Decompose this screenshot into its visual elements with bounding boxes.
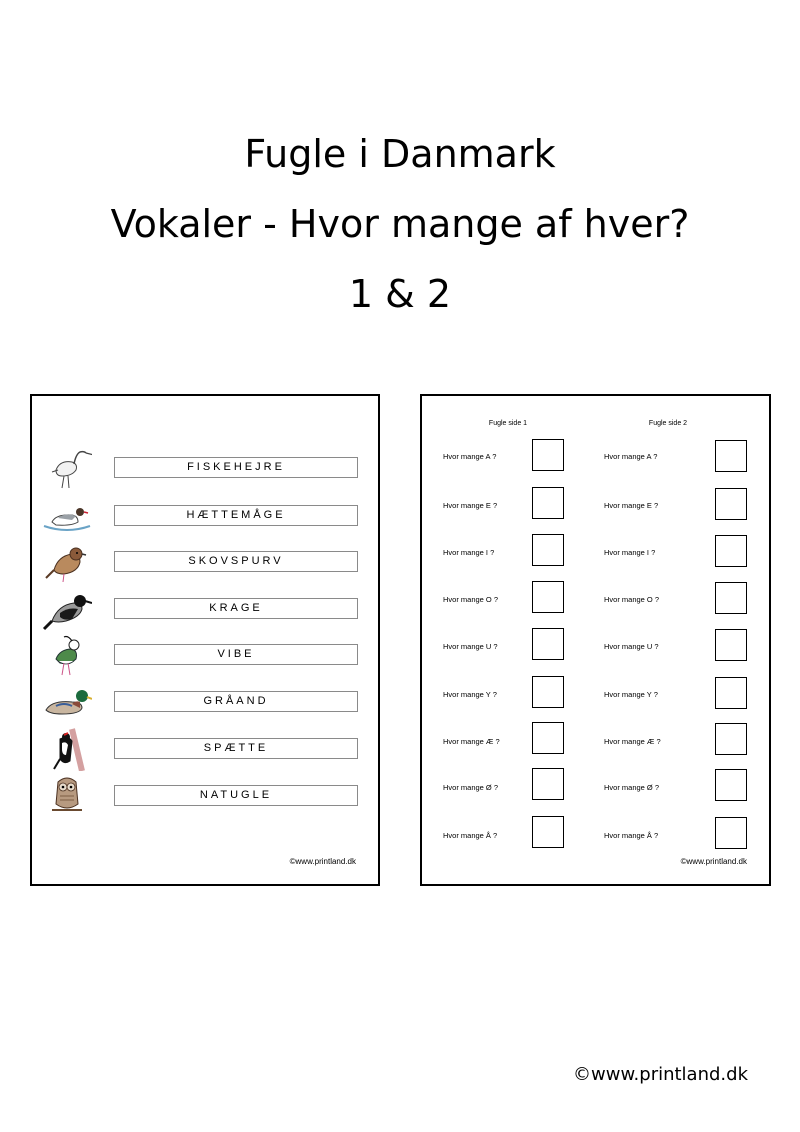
title-line-2: Vokaler - Hvor mange af hver? (110, 202, 690, 246)
answer-box[interactable] (532, 628, 564, 660)
owl-icon (42, 774, 92, 818)
question-label: Hvor mange Ø ? (443, 783, 499, 792)
answer-box[interactable] (532, 534, 564, 566)
word-box: SPÆTTE (114, 738, 358, 759)
question-label: Hvor mange U ? (443, 642, 498, 651)
bird-row (32, 680, 378, 726)
question-label: Hvor mange A ? (443, 452, 497, 461)
answer-box[interactable] (532, 487, 564, 519)
bird-row (32, 494, 378, 540)
title-line-3: 1 & 2 (348, 272, 452, 316)
crow-icon (42, 587, 92, 631)
answer-box[interactable] (715, 488, 747, 520)
worksheet-page-1 (30, 394, 380, 886)
lapwing-icon (42, 633, 92, 677)
bird-row (32, 540, 378, 586)
bird-row (32, 774, 378, 820)
bird-row (32, 587, 378, 633)
answer-box[interactable] (532, 816, 564, 848)
answer-box[interactable] (715, 817, 747, 849)
word-box: GRÅAND (114, 691, 358, 712)
heron-icon (42, 446, 92, 490)
answer-box[interactable] (715, 535, 747, 567)
site-footer: ©www.printland.dk (573, 1064, 748, 1085)
worksheet-page-2 (420, 394, 771, 886)
word-box: VIBE (114, 644, 358, 665)
answer-box[interactable] (715, 440, 747, 472)
word-box: KRAGE (114, 598, 358, 619)
gull-icon (42, 494, 92, 538)
question-label: Hvor mange E ? (443, 501, 498, 510)
column-heading-1: Fugle side 1 (488, 420, 528, 427)
mallard-icon (42, 680, 92, 724)
column-heading-2: Fugle side 2 (648, 420, 688, 427)
woodpecker-icon (42, 727, 92, 771)
answer-box[interactable] (532, 676, 564, 708)
question-label: Hvor mange I ? (604, 548, 656, 557)
answer-box[interactable] (532, 722, 564, 754)
sparrow-icon (42, 540, 92, 584)
question-label: Hvor mange U ? (604, 642, 659, 651)
answer-box[interactable] (532, 439, 564, 471)
worksheet-1-footer: ©www.printland.dk (289, 857, 356, 866)
question-label: Hvor mange Y ? (443, 690, 497, 699)
word-box: HÆTTEMÅGE (114, 505, 358, 526)
question-label: Hvor mange I ? (443, 548, 495, 557)
word-box: NATUGLE (114, 785, 358, 806)
answer-box[interactable] (532, 581, 564, 613)
title-line-1: Fugle i Danmark (244, 132, 556, 176)
question-label: Hvor mange Y ? (604, 690, 658, 699)
question-label: Hvor mange O ? (443, 595, 499, 604)
question-label: Hvor mange E ? (604, 501, 659, 510)
answer-box[interactable] (715, 677, 747, 709)
question-label: Hvor mange Æ ? (443, 737, 500, 746)
question-label: Hvor mange Ø ? (604, 783, 660, 792)
bird-row (32, 633, 378, 679)
answer-box[interactable] (715, 723, 747, 755)
question-label: Hvor mange Æ ? (604, 737, 661, 746)
answer-box[interactable] (532, 768, 564, 800)
word-box: SKOVSPURV (114, 551, 358, 572)
worksheet-2-footer: ©www.printland.dk (680, 857, 747, 866)
question-label: Hvor mange Å ? (604, 831, 659, 840)
answer-box[interactable] (715, 629, 747, 661)
word-box: FISKEHEJRE (114, 457, 358, 478)
answer-box[interactable] (715, 582, 747, 614)
question-label: Hvor mange Å ? (443, 831, 498, 840)
answer-box[interactable] (715, 769, 747, 801)
bird-row (32, 446, 378, 492)
question-label: Hvor mange A ? (604, 452, 658, 461)
question-label: Hvor mange O ? (604, 595, 660, 604)
bird-row (32, 727, 378, 773)
